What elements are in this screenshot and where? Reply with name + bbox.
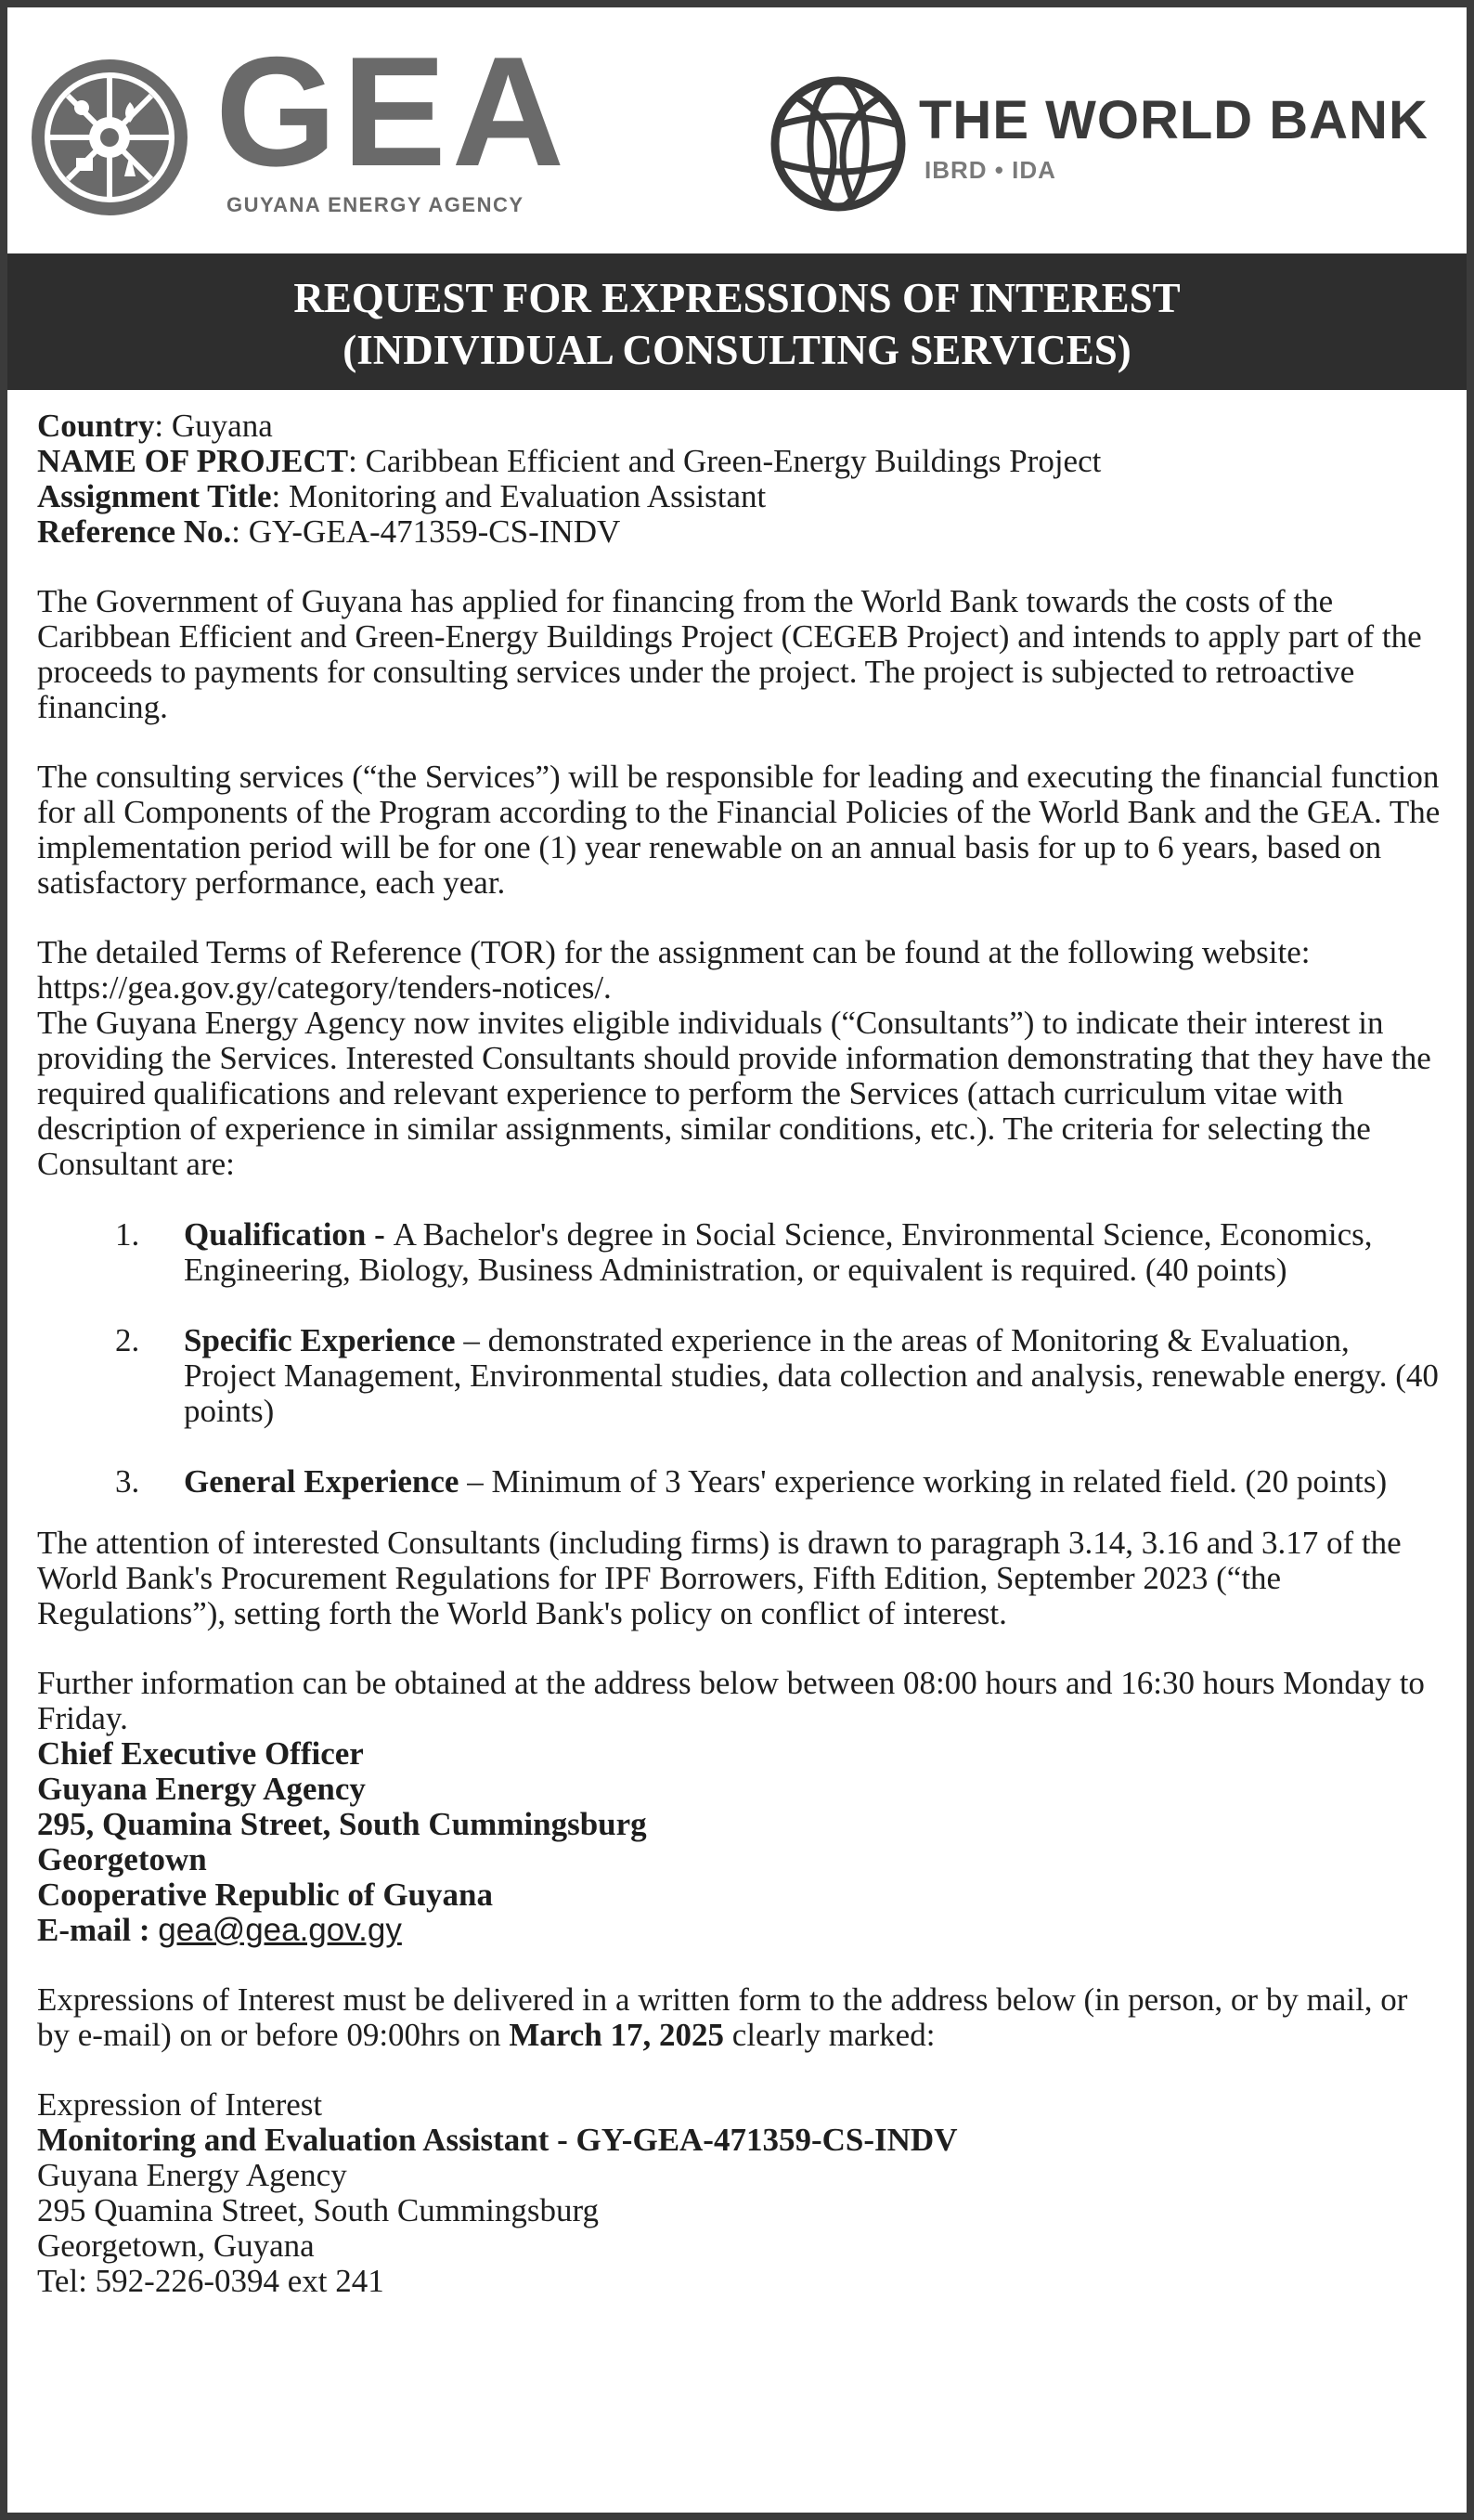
paragraph-further-info: Further information can be obtained at the address below between 08:00 hours and 16:30 hours Monday to Friday.	[37, 1665, 1425, 1736]
paragraph-services: The consulting services (“the Services”) will be responsible for leading and executing the financial function for all Components of the Program according to the Financial Policies of the World Bank and the GEA. The implementation period will be for one (1) year renewable on an annual basis for up to 6 years, based on satisfactory performance, each year.	[37, 759, 1441, 901]
notice-body	[7, 409, 1467, 2299]
final-address-assignment: Monitoring and Evaluation Assistant - GY-GEA-471359-CS-INDV	[37, 2122, 958, 2158]
project-label: NAME OF PROJECT	[37, 443, 349, 479]
email-link[interactable]: gea@gea.gov.gy	[158, 1912, 402, 1948]
paragraph-submission	[37, 1982, 1444, 2053]
criterion-title: General Experience	[184, 1463, 459, 1500]
assignment-row	[37, 479, 1444, 514]
criterion-text: – demonstrated experience in the areas of Monitoring & Evaluation, Project Management, Environmental studies, data collection and analysis, renewable energy. (40 points)	[184, 1322, 1439, 1429]
world-bank-name: THE WORLD BANK	[919, 90, 1429, 150]
project-value: : Caribbean Efficient and Green-Energy Buildings Project	[348, 443, 1102, 479]
final-address-tel: Tel: 592-226-0394 ext 241	[37, 2263, 384, 2299]
criterion-number: 1.	[115, 1216, 140, 1253]
gea-subtitle: GUYANA ENERGY AGENCY	[226, 193, 524, 216]
criteria-list	[37, 1217, 1444, 1500]
contact-officer: Chief Executive Officer	[37, 1735, 364, 1772]
criterion-title: Qualification -	[184, 1216, 394, 1253]
reference-row	[37, 514, 1444, 550]
final-address-line: 295 Quamina Street, South Cummingsburg	[37, 2192, 600, 2228]
final-address-line: Guyana Energy Agency	[37, 2157, 347, 2193]
country-value: : Guyana	[154, 408, 273, 444]
criterion-number: 2.	[115, 1322, 140, 1358]
submission-text: Expressions of Interest must be delivered in a written form to the address below (in person, or by mail, or by e-mail) on or before 09:00hrs on	[37, 1981, 1408, 2053]
project-row	[37, 444, 1444, 479]
contact-city: Georgetown	[37, 1841, 207, 1877]
paragraph-conflict: The attention of interested Consultants (including firms) is drawn to paragraph 3.14, 3.16 and 3.17 of the World Bank's Procurement Regulations for IPF Borrowers, Fifth Edition, September 2023 (“the Regulations”), setting forth the World Bank's policy on conflict of interest.	[37, 1525, 1402, 1631]
submission-deadline: March 17, 2025	[509, 2017, 725, 2053]
contact-country: Cooperative Republic of Guyana	[37, 1877, 493, 1913]
banner-line-2: (INDIVIDUAL CONSULTING SERVICES)	[343, 327, 1131, 373]
gea-logo	[20, 24, 577, 230]
assignment-label: Assignment Title	[37, 478, 272, 514]
contact-agency: Guyana Energy Agency	[37, 1771, 366, 1807]
gea-wordmark: GEA	[215, 24, 571, 199]
final-address-line: Expression of Interest	[37, 2086, 323, 2123]
final-address-line: Georgetown, Guyana	[37, 2228, 315, 2264]
banner-line-1: REQUEST FOR EXPRESSIONS OF INTEREST	[293, 275, 1181, 321]
country-row	[37, 409, 1444, 444]
list-item	[37, 1323, 1444, 1429]
project-meta	[37, 409, 1444, 550]
email-label: E-mail :	[37, 1912, 159, 1948]
world-bank-subtitle: IBRD • IDA	[924, 156, 1056, 184]
globe-icon	[769, 74, 908, 214]
criterion-number: 3.	[115, 1463, 140, 1500]
paragraph-invitation: The Guyana Energy Agency now invites eligible individuals (“Consultants”) to indicate their interest in providing the Services. Interested Consultants should provide information demonstrating that they have the required qualifications and relevant experience to perform the Services (attach curriculum vitae with description of experience in similar assignments, similar conditions, etc.). The criteria for selecting the Consultant are:	[37, 1005, 1431, 1182]
submission-text-end: clearly marked:	[724, 2017, 936, 2053]
title-banner	[7, 253, 1467, 390]
gea-emblem-icon	[26, 54, 193, 221]
criterion-text: A Bachelor's degree in Social Science, Environmental Science, Economics, Engineering, Biology, Business Administration, or equivalent is required. (40 points)	[184, 1216, 1373, 1288]
country-label: Country	[37, 408, 155, 444]
contact-block	[37, 1736, 1444, 1948]
logo-strip	[7, 7, 1467, 253]
paragraph-financing: The Government of Guyana has applied for financing from the World Bank towards the costs of the Caribbean Efficient and Green-Energy Buildings Project (CEGEB Project) and intends to apply part of the proceeds to payments for consulting services under the project. The project is subjected to retroactive financing.	[37, 583, 1422, 725]
criterion-text: – Minimum of 3 Years' experience working in related field. (20 points)	[459, 1463, 1388, 1500]
criterion-title: Specific Experience	[184, 1322, 456, 1358]
list-item	[37, 1217, 1444, 1288]
final-address-block	[37, 2087, 1444, 2299]
list-item	[37, 1464, 1444, 1500]
reference-label: Reference No.	[37, 513, 232, 550]
world-bank-logo	[761, 63, 1467, 212]
contact-street: 295, Quamina Street, South Cummingsburg	[37, 1806, 647, 1842]
reference-value: : GY-GEA-471359-CS-INDV	[231, 513, 621, 550]
assignment-value: : Monitoring and Evaluation Assistant	[271, 478, 767, 514]
paragraph-tor: The detailed Terms of Reference (TOR) for the assignment can be found at the following website: https://gea.gov.gy/category/tenders-notices/.	[37, 934, 1311, 1006]
